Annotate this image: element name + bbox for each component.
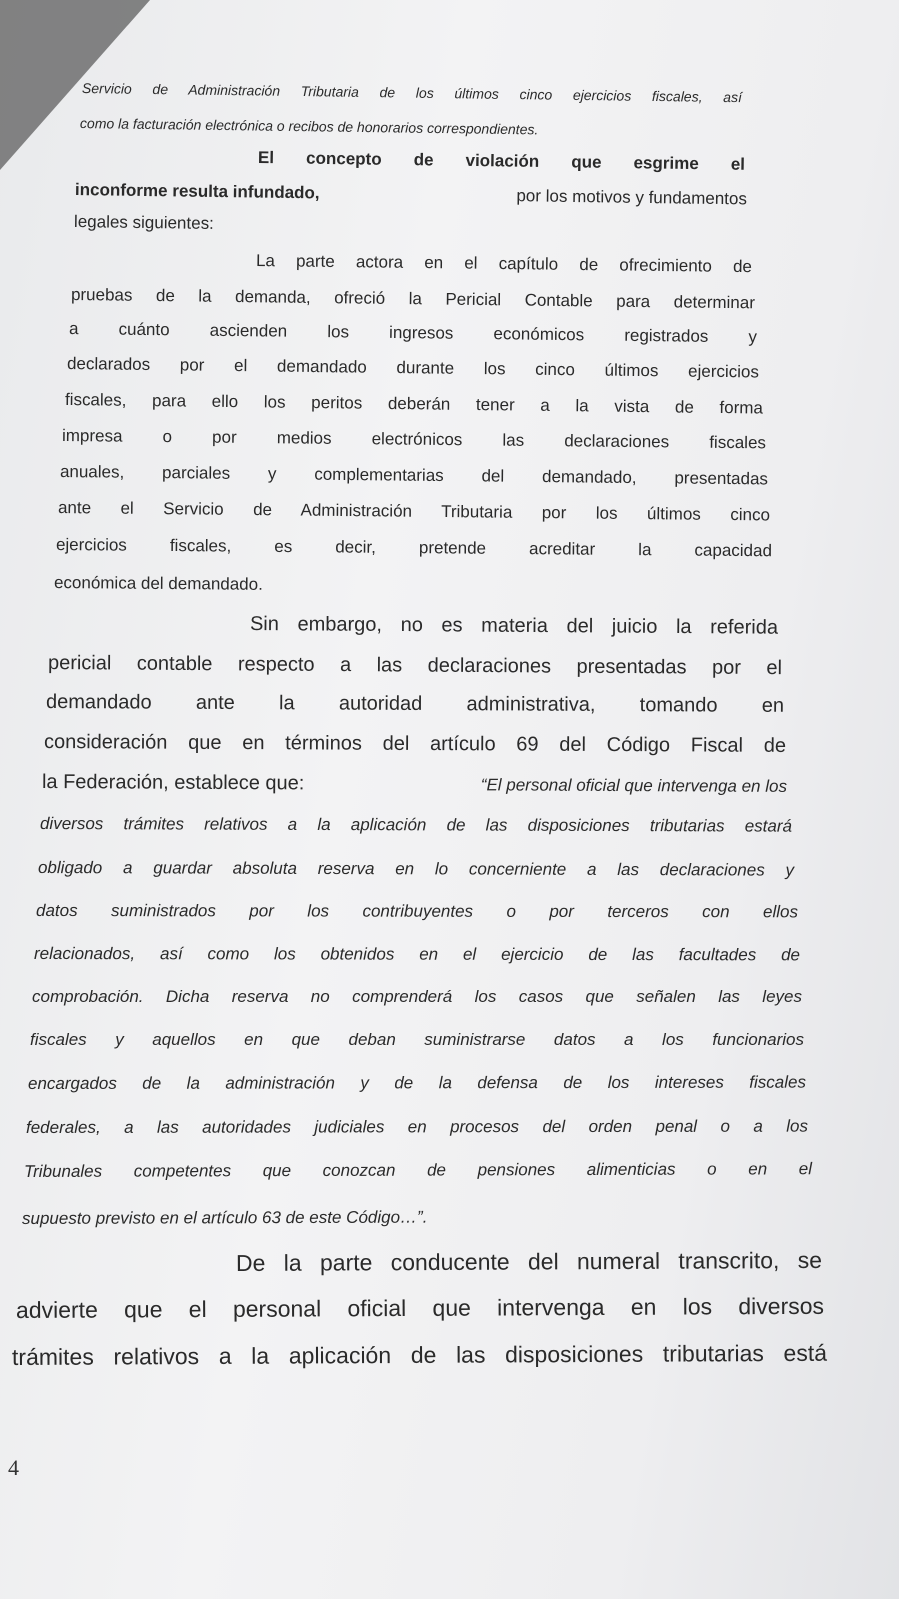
paragraph-2-line-7: anuales, parciales y complementarias del demandado, presentadas <box>59 462 769 489</box>
paragraph-1-bold-phrase: inconforme resulta infundado, <box>74 180 320 203</box>
quote-line-3: datos suministrados por los contribuyentes o por terceros con ellos <box>35 901 799 922</box>
paragraph-3-line-5-normal: la Federación, establece que: <box>41 771 305 795</box>
quote-line-1: diversos trámites relativos a la aplicación de las disposiciones tributarias estará <box>39 814 793 836</box>
quote-line-2: obligado a guardar absoluta reserva en lo concerniente a las declaraciones y <box>37 858 795 880</box>
paragraph-1-line-2 <box>75 180 747 209</box>
page-number: 4 <box>8 1455 19 1480</box>
paragraph-4-line-1: De la parte conducente del numeral transcrito, se <box>235 1246 823 1276</box>
paragraph-2-line-8: ante el Servicio de Administración Tributaria por los últimos cinco <box>57 498 771 525</box>
quote-start: “El personal oficial que intervenga en los <box>480 775 788 796</box>
paragraph-1-line-1: El concepto de violación que esgrime el <box>257 148 746 174</box>
paragraph-2-line-4: declarados por el demandado durante los cinco últimos ejercicios <box>66 354 760 382</box>
paragraph-2-line-6: impresa o por medios electrónicos las declaraciones fiscales <box>61 426 767 453</box>
quote-line-7: encargados de la administración y de la defensa de los intereses fiscales <box>27 1072 807 1093</box>
quote-line-6: fiscales y aquellos en que deban suministrarse datos a los funcionarios <box>30 1030 804 1049</box>
quote-line-5: comprobación. Dicha reserva no comprenderá los casos que señalen las leyes <box>32 987 802 1006</box>
paragraph-4-line-3: trámites relativos a la aplicación de las disposiciones tributarias está <box>11 1339 828 1370</box>
intro-line-2: como la facturación electrónica o recibos de honorarios correspondientes. <box>79 115 539 138</box>
paragraph-2-line-9: ejercicios fiscales, es decir, pretende acreditar la capacidad <box>55 535 773 561</box>
paragraph-1-line-3: legales siguientes: <box>73 212 215 233</box>
paragraph-3-line-1: Sin embargo, no es materia del juicio la referida <box>249 613 779 639</box>
paragraph-2-line-5: fiscales, para ello los peritos deberán tener a la vista de forma <box>64 390 764 418</box>
paragraph-2-line-2: pruebas de la demanda, ofreció la Pericial Contable para determinar <box>70 285 756 313</box>
paragraph-3-line-5 <box>42 771 787 798</box>
paragraph-4-line-2: advierte que el personal oficial que intervenga en los diversos <box>15 1292 825 1323</box>
quote-line-8: federales, a las autoridades judiciales en procesos del orden penal o a los <box>25 1116 809 1137</box>
quote-line-9: Tribunales competentes que conozcan de pensiones alimenticias o en el <box>23 1159 813 1181</box>
paragraph-3-line-3: demandado ante la autoridad administrativa, tomando en <box>45 691 785 717</box>
paragraph-3-line-4: consideración que en términos del artículo 69 del Código Fiscal de <box>43 731 787 757</box>
paragraph-1-rest: por los motivos y fundamentos <box>516 186 748 209</box>
paragraph-2-line-10: económica del demandado. <box>53 573 263 594</box>
paragraph-3-line-2: pericial contable respecto a las declaraciones presentadas por el <box>47 652 783 680</box>
paragraph-2-line-1: La parte actora en el capítulo de ofrecimiento de <box>255 251 753 277</box>
quote-line-10: supuesto previsto en el artículo 63 de este Código…”. <box>21 1207 428 1228</box>
quote-line-4: relacionados, así como los obtenidos en el ejercicio de las facultades de <box>33 944 801 965</box>
paragraph-2-line-3: a cuánto ascienden los ingresos económicos registrados y <box>68 319 758 347</box>
intro-line-1: Servicio de Administración Tributaria de los últimos cinco ejercicios fiscales, así <box>81 80 743 106</box>
